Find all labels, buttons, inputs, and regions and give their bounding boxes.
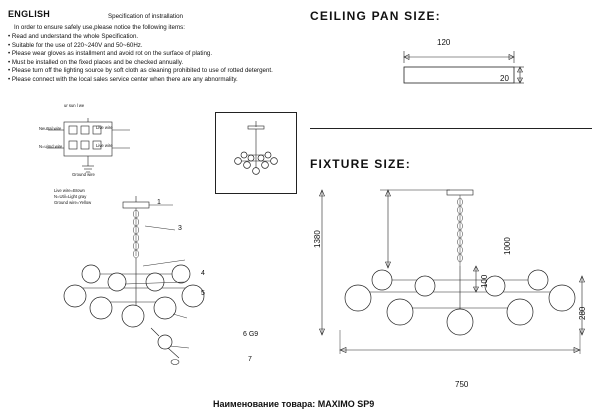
callout-1: 1 (157, 199, 161, 206)
wiring-right-bottom-label: Live wire (96, 143, 113, 148)
fixture-thumbnail-box (215, 112, 297, 194)
bullet-text: Please turn off the lighting source by soft cloth as cleaning prohibited to use of rotted detergent. (11, 67, 273, 75)
wiring-legend-live: Live wire=Brown (54, 188, 85, 193)
bullet-text: Must be installed on the fixed places and be checked annually. (11, 58, 184, 66)
callout-3: 3 (178, 225, 182, 232)
ceiling-pan-width-label: 120 (437, 38, 451, 47)
wiring-left-top-label: Neutral wire (39, 126, 62, 131)
wiring-legend-ground: Ground wire=Yellow (54, 200, 92, 205)
fixture-size-drawing (330, 180, 590, 370)
language-label: ENGLISH (8, 9, 51, 19)
fixture-total-height-label: 1380 (313, 230, 322, 248)
fixture-chain-height-label: 1000 (503, 237, 512, 255)
callout-4: 4 (201, 270, 205, 277)
wiring-legend-neutral: N=Util=Light gray (54, 194, 87, 199)
fixture-stem-height-label: 100 (480, 274, 489, 288)
callout-6-g9: 6 G9 (243, 331, 259, 338)
list-item: • Read and understand the whole Specification. (8, 33, 139, 40)
fixture-width-label: 750 (455, 380, 469, 389)
bullet-text: Please connect with the local sales service center when there are any abnormality. (11, 75, 238, 83)
wiring-top-label: ur sun l we (64, 103, 85, 108)
list-item: • Must be installed on the fixed places and be checked annually. (8, 58, 184, 66)
list-item: • Please wear gloves as installment and avoid rot on the surface of plating. (8, 50, 213, 58)
fixture-body-height-label: 280 (578, 306, 587, 320)
callout-7: 7 (248, 356, 252, 363)
list-item: • Please connect with the local sales service center when there are any abnormality. (8, 75, 238, 83)
product-name-label: Наименование товара: MAXIMO SP9 (213, 399, 375, 409)
fixture-exploded-drawing (55, 196, 255, 376)
fixture-size-title: FIXTURE SIZE: (310, 157, 411, 171)
callout-5: 5 (201, 290, 205, 297)
bullet-text: Read and understand the whole Specification. (11, 33, 139, 40)
list-item: • Please turn off the lighting source by soft cloth as cleaning prohibited to use of rotted detergent. (8, 67, 273, 75)
wiring-right-top-label: Live wire (96, 125, 113, 130)
list-item: • Suitable for the use of 220~240V and 50~60Hz. (8, 41, 143, 49)
ceiling-pan-drawing (400, 45, 520, 90)
spec-bullet-list (8, 33, 273, 85)
bullet-text: Suitable for the use of 220~240V and 50~60Hz. (11, 41, 143, 49)
spec-title: Specification of instrallation (108, 13, 183, 20)
bullet-text: Please wear gloves as installment and avoid rot on the surface of plating. (11, 50, 213, 58)
spec-intro: In order to ensure safely use,please notice the following items: (14, 24, 185, 31)
ceiling-pan-height-label: 20 (500, 74, 509, 83)
wiring-ground-label: Ground wire (72, 172, 95, 177)
section-divider (310, 128, 592, 129)
wiring-left-bottom-label: N=ujmd wire (39, 144, 63, 149)
ceiling-pan-title: CEILING PAN SIZE: (310, 9, 441, 23)
